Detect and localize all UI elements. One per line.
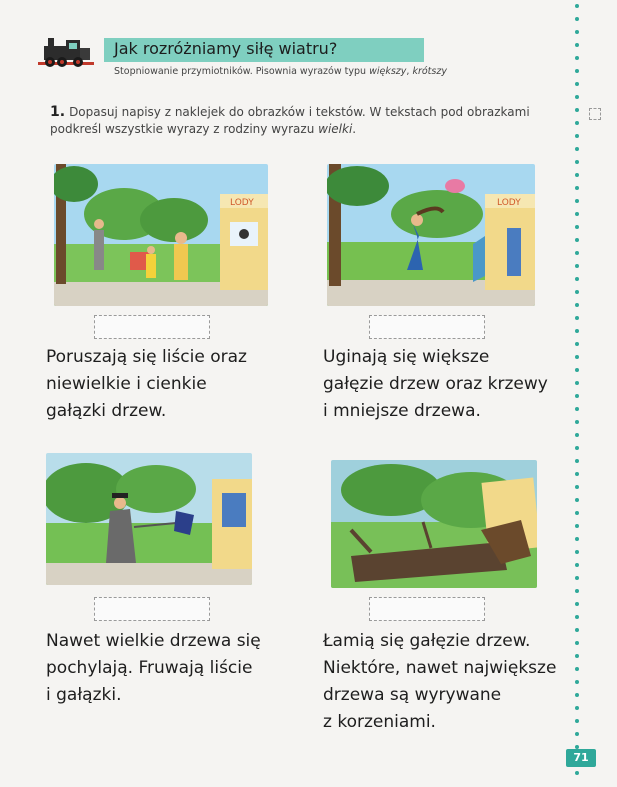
- dot: [575, 576, 579, 580]
- dot: [575, 446, 579, 450]
- dot: [575, 238, 579, 242]
- dot: [575, 4, 579, 8]
- caption-line: drzewa są wyrywane: [323, 685, 502, 705]
- dot: [575, 693, 579, 697]
- caption-line: Nawet wielkie drzewa się: [46, 631, 261, 651]
- caption-panel-2: [323, 344, 548, 425]
- page-title: Jak rozróżniamy siłę wiatru?: [114, 39, 338, 58]
- dot: [575, 615, 579, 619]
- caption-line: Poruszają się liście oraz: [46, 347, 247, 367]
- dot: [575, 667, 579, 671]
- dot: [575, 654, 579, 658]
- dot: [575, 160, 579, 164]
- dot: [575, 108, 579, 112]
- task-instruction: 1. Dopasuj napisy z naklejek do obrazków i tekstów. W tekstach pod obrazkami podkreśl wszystkie wyrazy z rodziny wyrazu wielki.: [50, 104, 530, 136]
- dot: [575, 732, 579, 736]
- dot: [575, 199, 579, 203]
- dot: [575, 134, 579, 138]
- caption-panel-1: [46, 344, 247, 425]
- dot: [575, 381, 579, 385]
- dot: [575, 706, 579, 710]
- caption-panel-3: [46, 628, 261, 709]
- dot: [575, 355, 579, 359]
- caption-line: i gałązki.: [46, 685, 122, 705]
- dot: [575, 303, 579, 307]
- train-icon: [36, 34, 96, 70]
- dot: [575, 420, 579, 424]
- caption-line: z korzeniami.: [323, 712, 436, 732]
- illustration-strong-wind: [46, 453, 252, 585]
- dot: [575, 225, 579, 229]
- sticker-slot-4[interactable]: [369, 597, 485, 621]
- stand-sign: LODY: [230, 198, 254, 208]
- dot: [575, 628, 579, 632]
- dot: [575, 641, 579, 645]
- dot: [575, 680, 579, 684]
- dot: [575, 394, 579, 398]
- caption-panel-4: [323, 628, 556, 736]
- caption-line: niewielkie i cienkie: [46, 374, 207, 394]
- dot: [575, 329, 579, 333]
- caption-line: pochylają. Fruwają liście: [46, 658, 253, 678]
- caption-line: Uginają się większe: [323, 347, 490, 367]
- dot: [575, 433, 579, 437]
- dot: [575, 459, 579, 463]
- dot: [575, 537, 579, 541]
- dot: [575, 264, 579, 268]
- caption-line: i mniejsze drzewa.: [323, 401, 481, 421]
- illustration-light-breeze: [54, 164, 268, 306]
- dot: [575, 30, 579, 34]
- dot: [575, 550, 579, 554]
- dot: [575, 771, 579, 775]
- illustration-storm: [331, 460, 537, 588]
- caption-line: gałęzie drzew oraz krzewy: [323, 374, 548, 394]
- dot: [575, 212, 579, 216]
- dot: [575, 147, 579, 151]
- dot: [575, 719, 579, 723]
- stand-sign: LODY: [497, 198, 521, 208]
- dot: [575, 524, 579, 528]
- dot: [575, 342, 579, 346]
- page-subtitle: Stopniowanie przymiotników. Pisownia wyrazów typu większy, krótszy: [114, 66, 447, 77]
- dot: [575, 368, 579, 372]
- dot: [575, 82, 579, 86]
- task-checkbox[interactable]: [589, 108, 601, 120]
- sticker-slot-2[interactable]: [369, 315, 485, 339]
- illustration-moderate-wind: [327, 164, 535, 306]
- dot: [575, 186, 579, 190]
- page-number: 71: [566, 749, 596, 767]
- sticker-slot-3[interactable]: [94, 597, 210, 621]
- dot: [575, 69, 579, 73]
- dot: [575, 316, 579, 320]
- dot: [575, 485, 579, 489]
- dot: [575, 173, 579, 177]
- caption-line: Niektóre, nawet największe: [323, 658, 557, 678]
- dot: [575, 56, 579, 60]
- dot: [575, 121, 579, 125]
- dot: [575, 602, 579, 606]
- dot: [575, 407, 579, 411]
- caption-line: gałązki drzew.: [46, 401, 167, 421]
- dot: [575, 251, 579, 255]
- dot: [575, 511, 579, 515]
- dot: [575, 277, 579, 281]
- dot: [575, 498, 579, 502]
- dot: [575, 563, 579, 567]
- caption-line: Łamią się gałęzie drzew.: [323, 631, 531, 651]
- dot: [575, 290, 579, 294]
- sticker-slot-1[interactable]: [94, 315, 210, 339]
- dot: [575, 43, 579, 47]
- dot: [575, 472, 579, 476]
- dot: [575, 589, 579, 593]
- dot: [575, 17, 579, 21]
- decorative-dots: [572, 0, 582, 787]
- dot: [575, 95, 579, 99]
